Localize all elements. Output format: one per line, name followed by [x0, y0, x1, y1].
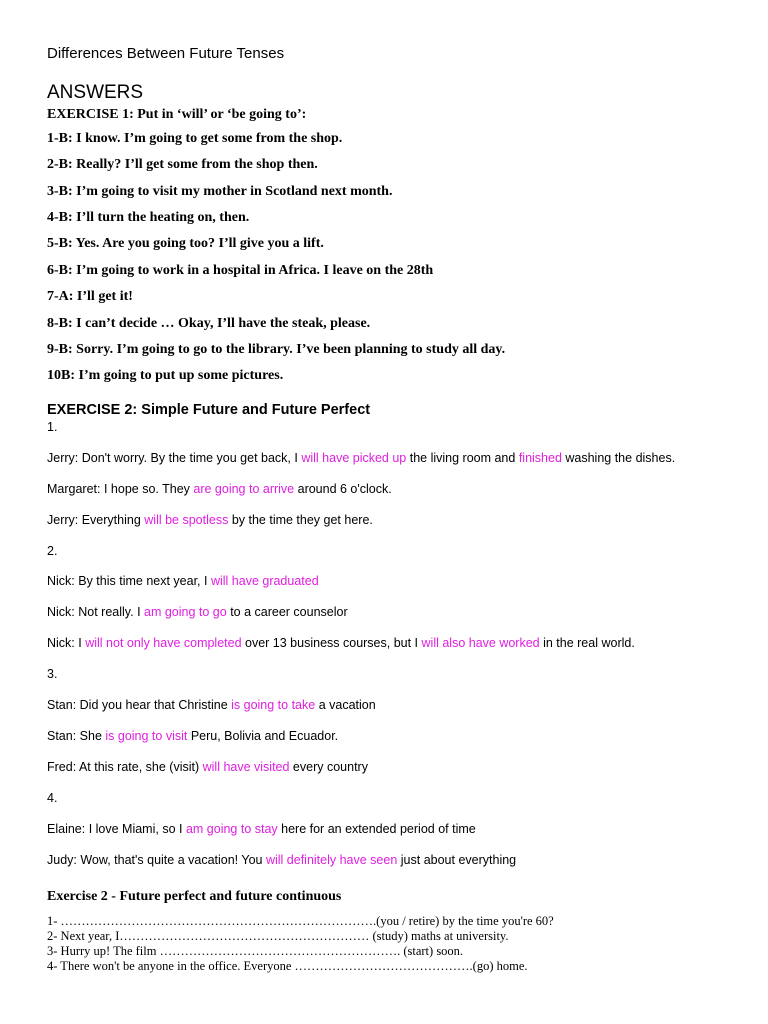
exercise1-answer: 7-A: I’ll get it!: [47, 289, 133, 304]
line-text: Stan: Did you hear that Christine: [47, 698, 232, 712]
line-text: Jerry: Everything: [47, 513, 145, 527]
answers-heading: ANSWERS: [47, 82, 144, 103]
line-text: in the real world.: [539, 636, 635, 650]
exercise1-answer: 1-B: I know. I’m going to get some from the shop.: [47, 131, 343, 146]
answer-highlight: will also have worked: [421, 636, 540, 650]
answer-highlight: will be spotless: [144, 513, 229, 527]
fill-in-question: 1- ………………………………………………………………….(you / retire) by the time you're 60?: [47, 914, 554, 928]
section-number: 1.: [47, 420, 58, 434]
answer-highlight: will have visited: [202, 760, 290, 774]
line-text: around 6 o'clock.: [294, 482, 392, 496]
dialogue-line: [47, 482, 392, 496]
section-number: 3.: [47, 667, 58, 681]
line-text: washing the dishes.: [561, 451, 676, 465]
line-text: Nick: Not really. I: [47, 605, 145, 619]
dialogue-line: [47, 822, 476, 836]
exercise1-answer: 10B: I’m going to put up some pictures.: [47, 368, 284, 383]
dialogue-line: [47, 636, 635, 650]
exercise1-answer: 8-B: I can’t decide … Okay, I’ll have the steak, please.: [47, 316, 371, 331]
section-number: 2.: [47, 544, 58, 558]
dialogue-line: [47, 760, 368, 774]
line-text: to a career counselor: [226, 605, 348, 619]
line-text: Fred: At this rate, she (visit): [47, 760, 203, 774]
dialogue-line: [47, 698, 376, 712]
fill-in-question: 3- Hurry up! The film …………………………………………………. (start) soon.: [47, 944, 464, 958]
line-text: a vacation: [315, 698, 376, 712]
exercise1-answer: 3-B: I’m going to visit my mother in Scotland next month.: [47, 184, 393, 199]
document-title: Differences Between Future Tenses: [47, 45, 285, 62]
answer-highlight: is going to visit: [105, 729, 188, 743]
answer-highlight: are going to arrive: [193, 482, 295, 496]
line-text: here for an extended period of time: [277, 822, 476, 836]
answer-highlight: will definitely have seen: [265, 853, 398, 867]
line-text: Elaine: I love Miami, so I: [47, 822, 186, 836]
dialogue-line: [47, 574, 319, 588]
line-text: Nick: By this time next year, I: [47, 574, 211, 588]
line-text: Peru, Bolivia and Ecuador.: [187, 729, 339, 743]
answer-highlight: finished: [518, 451, 562, 465]
line-text: Nick: I: [47, 636, 86, 650]
exercise1-answer: 9-B: Sorry. I’m going to go to the library. I’ve been planning to study all day.: [47, 342, 506, 357]
exercise1-answer: 5-B: Yes. Are you going too? I’ll give you a lift.: [47, 236, 324, 251]
line-text: over 13 business courses, but I: [241, 636, 422, 650]
line-text: Margaret: I hope so. They: [47, 482, 194, 496]
dialogue-line: [47, 451, 675, 465]
line-text: every country: [289, 760, 368, 774]
answer-highlight: is going to take: [231, 698, 316, 712]
dialogue-line: [47, 729, 338, 743]
exercise1-heading: EXERCISE 1: Put in ‘will’ or ‘be going to’:: [47, 107, 307, 122]
line-text: Jerry: Don't worry. By the time you get back, I: [47, 451, 302, 465]
exercise2-heading: EXERCISE 2: Simple Future and Future Perfect: [47, 402, 371, 418]
section-number: 4.: [47, 791, 58, 805]
exercise1-answer: 6-B: I’m going to work in a hospital in Africa. I leave on the 28th: [47, 263, 434, 278]
answer-highlight: will not only have completed: [85, 636, 242, 650]
dialogue-line: [47, 513, 373, 527]
answer-highlight: will have graduated: [210, 574, 319, 588]
exercise1-answer: 2-B: Really? I’ll get some from the shop then.: [47, 157, 318, 172]
line-text: the living room and: [406, 451, 519, 465]
answer-highlight: will have picked up: [301, 451, 407, 465]
answer-highlight: am going to stay: [185, 822, 278, 836]
fill-in-question: 2- Next year, I…………………………………………………… (study) maths at university.: [47, 929, 509, 943]
line-text: by the time they get here.: [228, 513, 373, 527]
dialogue-line: [47, 605, 348, 619]
line-text: just about everything: [397, 853, 517, 867]
answer-highlight: am going to go: [144, 605, 227, 619]
exercise3-heading: Exercise 2 - Future perfect and future continuous: [47, 889, 342, 904]
line-text: Stan: She: [47, 729, 106, 743]
dialogue-line: [47, 853, 516, 867]
fill-in-question: 4- There won't be anyone in the office. Everyone …………………………………….(go) home.: [47, 959, 528, 973]
line-text: Judy: Wow, that's quite a vacation! You: [47, 853, 266, 867]
exercise1-answer: 4-B: I’ll turn the heating on, then.: [47, 210, 250, 225]
